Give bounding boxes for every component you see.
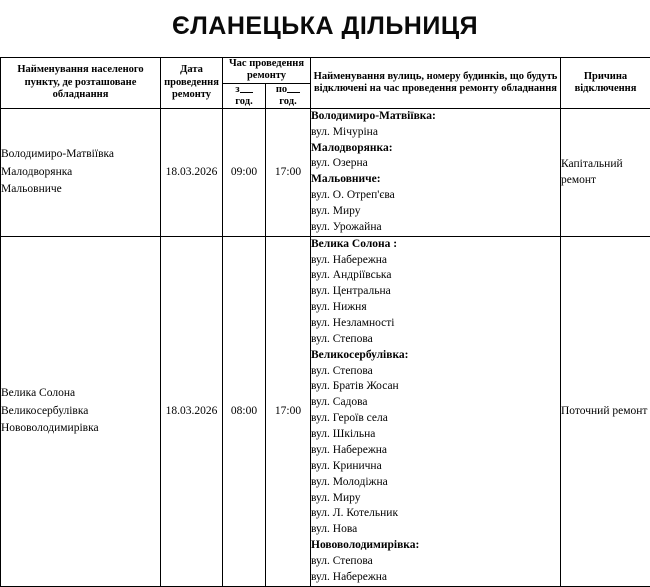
outage-table	[0, 57, 650, 587]
column-header-date: Дата проведення ремонту	[161, 58, 223, 109]
blank-underline	[287, 92, 300, 93]
street-name: вул. Кринична	[311, 459, 560, 475]
street-name: вул. Степова	[311, 554, 560, 570]
locality-name: Великосербулівка	[1, 403, 160, 420]
settlement-name: Володимиро-Матвіївка:	[311, 109, 560, 125]
street-name: вул. Героїв села	[311, 411, 560, 427]
street-name: вул. Набережна	[311, 253, 560, 269]
cell-streets	[311, 236, 561, 586]
street-name: вул. Нижня	[311, 300, 560, 316]
cell-streets	[311, 108, 561, 236]
cell-time-to: 17:00	[266, 108, 311, 236]
locality-name: Мальовниче	[1, 181, 160, 198]
street-name: вул. Шкільна	[311, 427, 560, 443]
street-name: вул. Садова	[311, 395, 560, 411]
street-name: вул. Центральна	[311, 284, 560, 300]
settlement-name: Мальовниче:	[311, 172, 560, 188]
settlement-name: Велика Солона :	[311, 237, 560, 253]
cell-time-to: 17:00	[266, 236, 311, 586]
column-header-time-from	[223, 83, 266, 108]
column-header-time-to	[266, 83, 311, 108]
street-name: вул. Миру	[311, 491, 560, 507]
page-title: ЄЛАНЕЦЬКА ДІЛЬНИЦЯ	[0, 0, 650, 39]
street-name: вул. Урожайна	[311, 220, 560, 236]
street-name: вул. Братів Жосан	[311, 379, 560, 395]
street-name: вул. Степова	[311, 364, 560, 380]
cell-reason: Капітальний ремонт	[561, 108, 650, 236]
street-name: вул. О. Отреп'єва	[311, 188, 560, 204]
locality-name: Нововолодимирівка	[1, 420, 160, 437]
street-name: вул. Нова	[311, 522, 560, 538]
table-body	[1, 108, 650, 586]
street-name: вул. Молодіжна	[311, 475, 560, 491]
street-name: вул. Л. Котельник	[311, 506, 560, 522]
cell-reason: Поточний ремонт	[561, 236, 650, 586]
time-to-unit: год.	[279, 96, 296, 107]
street-name: вул. Озерна	[311, 156, 560, 172]
time-from-unit: год.	[235, 96, 252, 107]
cell-locality	[1, 108, 161, 236]
street-name: вул. Миру	[311, 204, 560, 220]
table-header-row-main	[1, 58, 650, 84]
table-row	[1, 108, 650, 236]
column-header-locality: Найменування населеного пункту, де розташоване обладнання	[1, 58, 161, 109]
cell-locality	[1, 236, 161, 586]
cell-time-from: 08:00	[223, 236, 266, 586]
cell-date: 18.03.2026	[161, 236, 223, 586]
street-name: вул. Андріївська	[311, 268, 560, 284]
column-header-reason: Причина відключення	[561, 58, 650, 109]
settlement-name: Нововолодимирівка:	[311, 538, 560, 554]
locality-name: Володимиро-Матвіївка	[1, 146, 160, 163]
table-header	[1, 58, 650, 109]
cell-time-from: 09:00	[223, 108, 266, 236]
outage-table-container	[0, 57, 650, 587]
column-header-time-group: Час проведення ремонту	[223, 58, 311, 84]
settlement-name: Малодворянка:	[311, 141, 560, 157]
time-to-label: по	[276, 84, 287, 95]
settlement-name: Великосербулівка:	[311, 348, 560, 364]
blank-underline	[240, 92, 253, 93]
locality-name: Велика Солона	[1, 385, 160, 402]
street-name: вул. Набережна	[311, 570, 560, 586]
table-row	[1, 236, 650, 586]
locality-name: Малодворянка	[1, 164, 160, 181]
time-from-label: з	[235, 84, 239, 95]
street-name: вул. Набережна	[311, 443, 560, 459]
street-name: вул. Незламності	[311, 316, 560, 332]
street-name: вул. Степова	[311, 332, 560, 348]
street-name: вул. Мічуріна	[311, 125, 560, 141]
cell-date: 18.03.2026	[161, 108, 223, 236]
column-header-streets: Найменування вулиць, номеру будинків, що будуть відключені на час проведення ремонту обладнання	[311, 58, 561, 109]
